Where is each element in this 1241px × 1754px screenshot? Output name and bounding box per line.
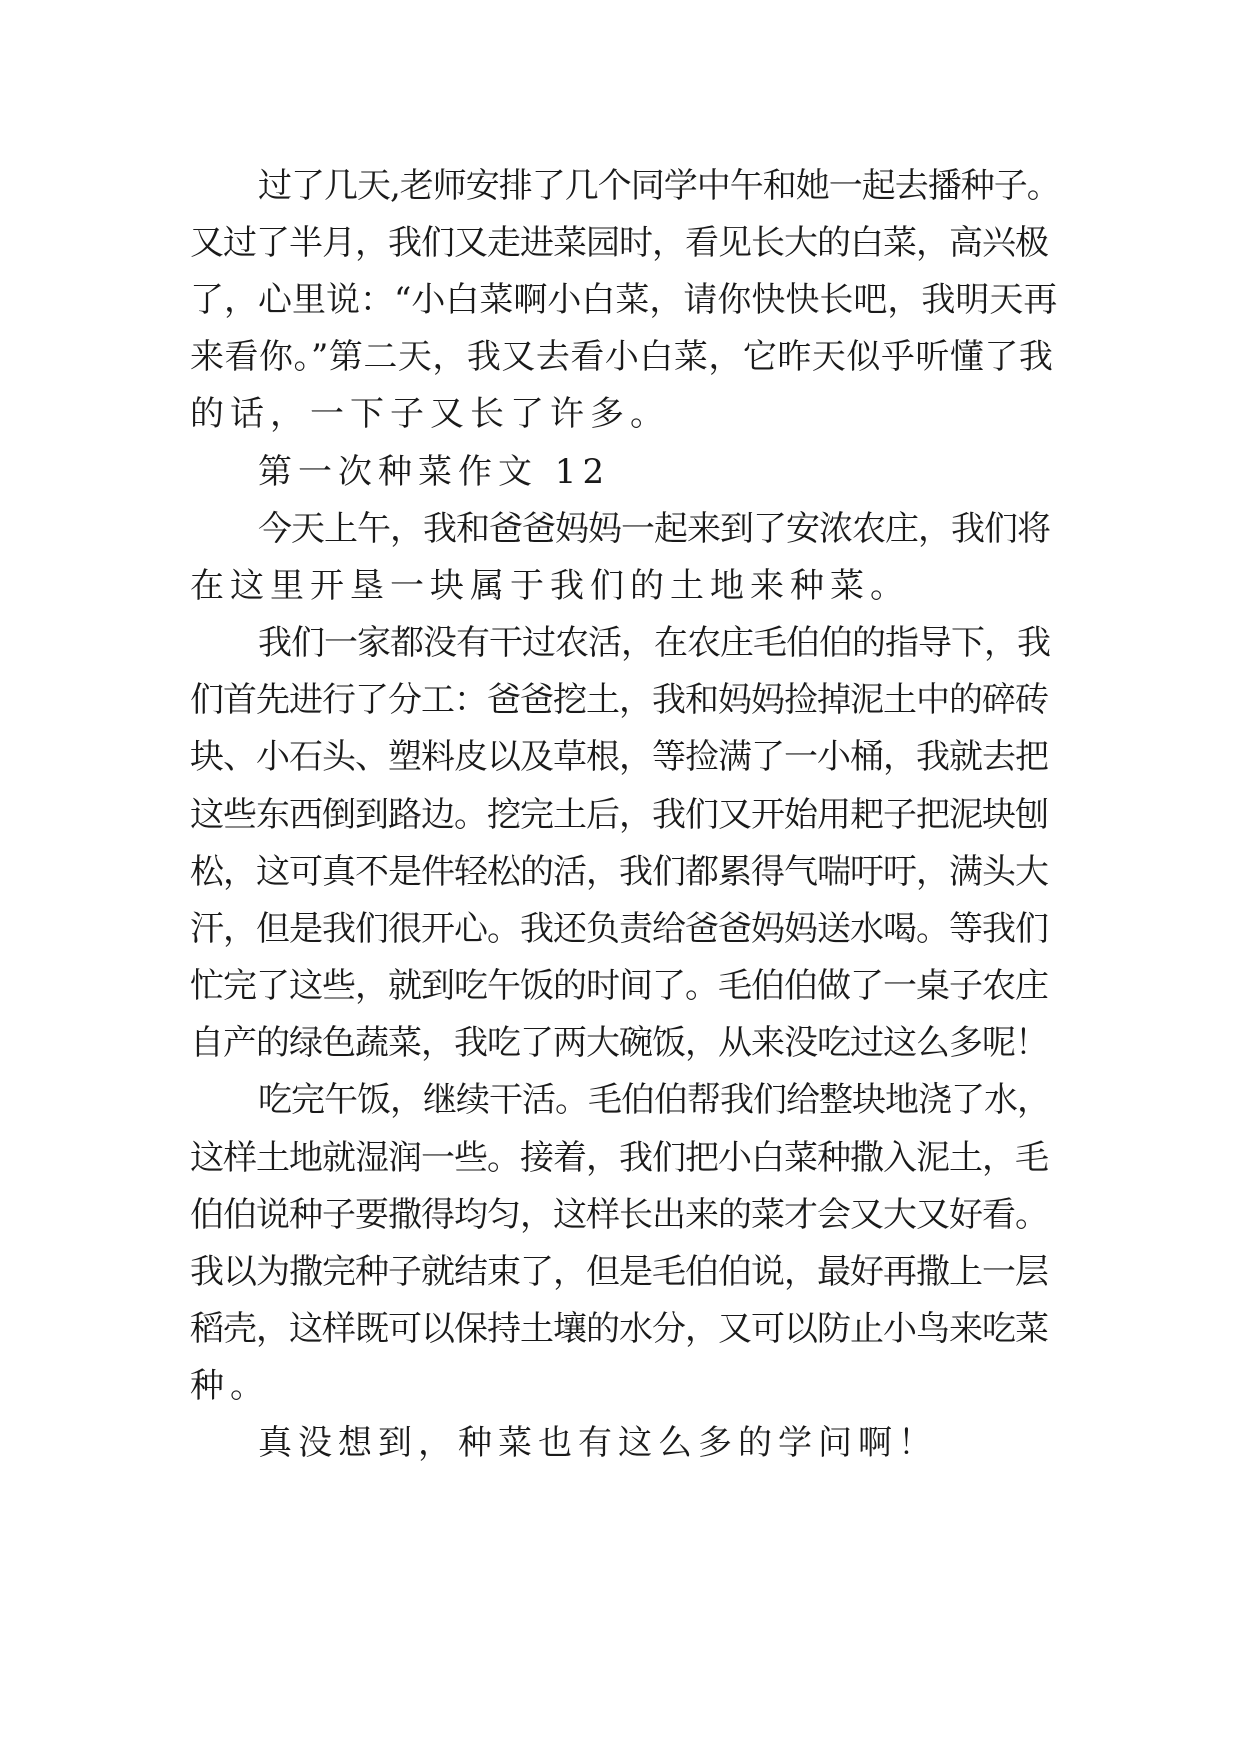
text-line: 这些东西倒到路边。挖完土后，我们又开始用耙子把泥块刨 bbox=[190, 795, 1048, 835]
section-heading: 第一次种菜作文 12 bbox=[258, 452, 611, 492]
text-line: 我们一家都没有干过农活，在农庄毛伯伯的指导下，我 bbox=[258, 623, 1050, 663]
text-line: 又过了半月，我们又走进菜园时，看见长大的白菜，高兴极 bbox=[190, 223, 1048, 263]
text-line: 伯伯说种子要撒得均匀，这样长出来的菜才会又大又好看。 bbox=[190, 1195, 1048, 1235]
text-line: 种。 bbox=[190, 1366, 270, 1406]
text-line: 来看你。”第二天，我又去看小白菜，它昨天似乎听懂了我 bbox=[190, 337, 1054, 377]
text-line: 在这里开垦一块属于我们的土地来种菜。 bbox=[190, 566, 910, 606]
text-line: 汗，但是我们很开心。我还负责给爸爸妈妈送水喝。等我们 bbox=[190, 909, 1048, 949]
text-line: 忙完了这些，就到吃午饭的时间了。毛伯伯做了一桌子农庄 bbox=[190, 966, 1048, 1006]
text-line: 块、小石头、塑料皮以及草根，等捡满了一小桶，我就去把 bbox=[190, 737, 1048, 777]
text-line: 吃完午饭，继续干活。毛伯伯帮我们给整块地浇了水， bbox=[258, 1080, 1050, 1120]
text-line: 过了几天,老师安排了几个同学中午和她一起去播种子。 bbox=[258, 166, 1060, 206]
text-line: 了，心里说：“小白菜啊小白菜，请你快快长吧，我明天再 bbox=[190, 280, 1058, 320]
text-line: 真没想到，种菜也有这么多的学问啊！ bbox=[258, 1423, 938, 1463]
text-line: 今天上午，我和爸爸妈妈一起来到了安浓农庄，我们将 bbox=[258, 509, 1050, 549]
text-line: 的话，一下子又长了许多。 bbox=[190, 394, 670, 434]
text-line: 们首先进行了分工：爸爸挖土，我和妈妈捡掉泥土中的碎砖 bbox=[190, 680, 1048, 720]
text-line: 稻壳，这样既可以保持土壤的水分，又可以防止小鸟来吃菜 bbox=[190, 1309, 1048, 1349]
text-line: 这样土地就湿润一些。接着，我们把小白菜种撒入泥土，毛 bbox=[190, 1138, 1048, 1178]
text-line: 松，这可真不是件轻松的活，我们都累得气喘吁吁，满头大 bbox=[190, 852, 1048, 892]
text-line: 我以为撒完种子就结束了，但是毛伯伯说，最好再撒上一层 bbox=[190, 1252, 1048, 1292]
text-line: 自产的绿色蔬菜，我吃了两大碗饭，从来没吃过这么多呢！ bbox=[190, 1023, 1048, 1063]
